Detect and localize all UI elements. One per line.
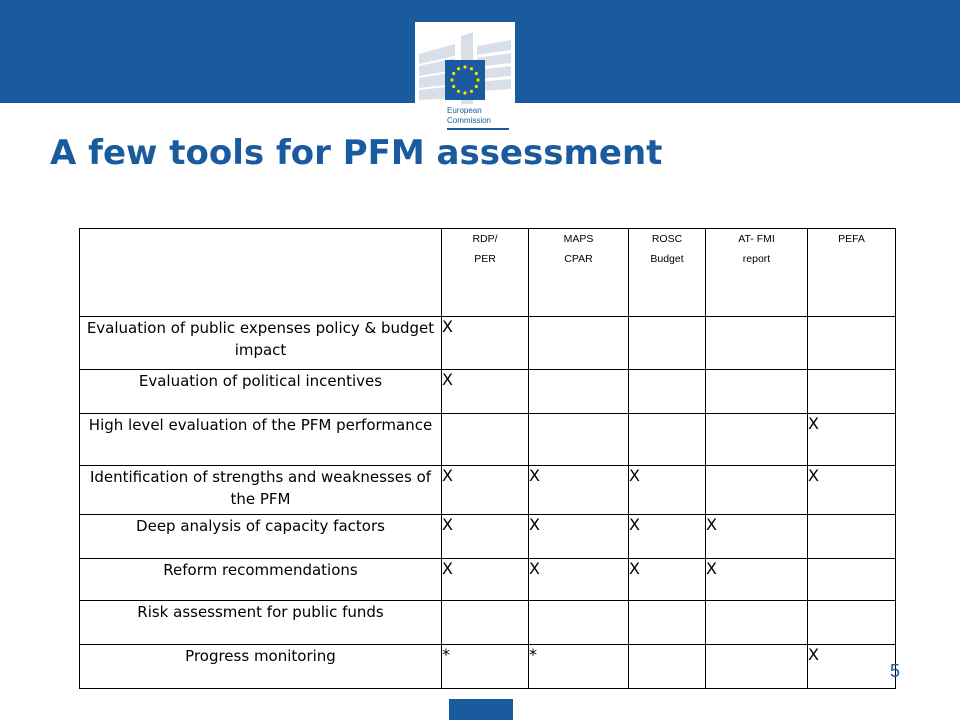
column-header: ROSC Budget	[629, 229, 706, 317]
table-row	[80, 414, 896, 466]
european-commission-logo	[415, 22, 515, 134]
mark-cell: X	[706, 515, 808, 559]
mark-cell	[442, 414, 529, 466]
row-label: Evaluation of public expenses policy & budget impact	[80, 317, 442, 370]
table-row	[80, 466, 896, 515]
row-label: Risk assessment for public funds	[80, 601, 442, 645]
logo-text-line2: Commission	[447, 116, 492, 125]
mark-cell	[808, 370, 896, 414]
row-label: High level evaluation of the PFM performance	[80, 414, 442, 466]
mark-cell: X	[442, 466, 529, 515]
mark-cell: X	[808, 466, 896, 515]
mark-cell: X	[442, 559, 529, 601]
logo-text-line1: European	[447, 106, 482, 115]
table-row	[80, 601, 896, 645]
mark-cell: X	[442, 317, 529, 370]
mark-cell	[706, 645, 808, 689]
mark-cell: X	[808, 645, 896, 689]
header-corner-cell	[80, 229, 442, 317]
column-header: PEFA	[808, 229, 896, 317]
row-label: Identification of strengths and weaknesses of the PFM	[80, 466, 442, 515]
column-header: MAPS CPAR	[529, 229, 629, 317]
mark-cell: *	[529, 645, 629, 689]
table-header-row	[80, 229, 896, 317]
row-label: Deep analysis of capacity factors	[80, 515, 442, 559]
table-row	[80, 370, 896, 414]
column-header: AT- FMI report	[706, 229, 808, 317]
row-label: Evaluation of political incentives	[80, 370, 442, 414]
mark-cell: X	[529, 515, 629, 559]
mark-cell: X	[629, 515, 706, 559]
slide-title: A few tools for PFM assessment	[50, 133, 663, 173]
mark-cell	[706, 466, 808, 515]
mark-cell	[706, 601, 808, 645]
mark-cell	[529, 317, 629, 370]
table-row	[80, 645, 896, 689]
page-number: 5	[890, 661, 901, 681]
mark-cell: X	[442, 370, 529, 414]
mark-cell	[706, 414, 808, 466]
mark-cell	[529, 370, 629, 414]
mark-cell	[808, 515, 896, 559]
mark-cell	[706, 370, 808, 414]
row-label: Reform recommendations	[80, 559, 442, 601]
mark-cell	[629, 414, 706, 466]
mark-cell: X	[629, 559, 706, 601]
mark-cell	[629, 601, 706, 645]
table-row	[80, 515, 896, 559]
mark-cell	[706, 317, 808, 370]
mark-cell: X	[706, 559, 808, 601]
row-label: Progress monitoring	[80, 645, 442, 689]
mark-cell	[808, 317, 896, 370]
mark-cell	[629, 317, 706, 370]
table-row	[80, 559, 896, 601]
assessment-table	[79, 228, 896, 689]
mark-cell: *	[442, 645, 529, 689]
table-row	[80, 317, 896, 370]
mark-cell: X	[529, 559, 629, 601]
mark-cell	[808, 559, 896, 601]
mark-cell: X	[808, 414, 896, 466]
mark-cell: X	[529, 466, 629, 515]
mark-cell	[629, 645, 706, 689]
mark-cell	[442, 601, 529, 645]
mark-cell	[808, 601, 896, 645]
mark-cell: X	[629, 466, 706, 515]
footer-tab	[449, 699, 513, 720]
mark-cell	[529, 414, 629, 466]
mark-cell: X	[442, 515, 529, 559]
mark-cell	[629, 370, 706, 414]
column-header: RDP/ PER	[442, 229, 529, 317]
mark-cell	[529, 601, 629, 645]
